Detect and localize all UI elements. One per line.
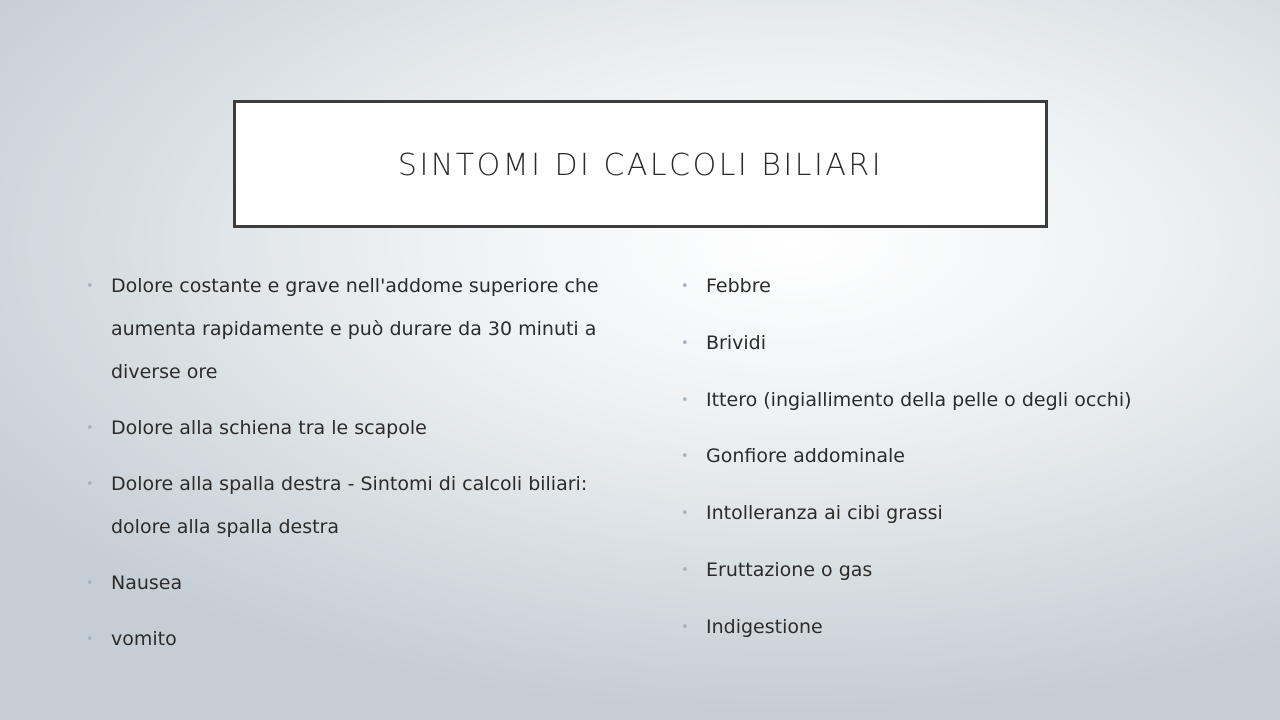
bullet-item [86, 562, 626, 605]
bullet-item [681, 379, 1241, 422]
slide-title: SINTOMI DI CALCOLI BILIARI [397, 147, 884, 183]
bullet-item [86, 463, 626, 549]
bullet-dot-icon: • [681, 279, 689, 294]
bullet-dot-icon: • [86, 421, 94, 436]
bullet-item [681, 265, 1241, 308]
bullet-list-right [681, 265, 1241, 663]
bullet-dot-icon: • [86, 576, 94, 591]
bullet-dot-icon: • [86, 279, 94, 294]
bullet-item [681, 606, 1241, 649]
bullet-item [86, 618, 626, 661]
bullet-dot-icon: • [681, 562, 689, 578]
title-box [233, 100, 1048, 228]
bullet-text: Dolore costante e grave nell'addome superiore che aumenta rapidamente e può durare da 30 minuti a diverse ore [111, 275, 599, 383]
bullet-dot-icon: • [681, 449, 689, 465]
bullet-item [86, 265, 626, 394]
bullet-list-left [86, 265, 626, 674]
bullet-dot-icon: • [681, 619, 689, 635]
bullet-text: Dolore alla schiena tra le scapole [111, 417, 427, 439]
bullet-text: Ittero (ingiallimento della pelle o degli occhi) [706, 388, 1132, 411]
bullet-text: Nausea [111, 572, 183, 594]
bullet-dot-icon: • [681, 392, 689, 408]
bullet-text: Dolore alla spalla destra - Sintomi di calcoli biliari: dolore alla spalla destra [111, 473, 588, 538]
bullet-dot-icon: • [681, 506, 689, 522]
bullet-item [681, 322, 1241, 365]
bullet-text: Brividi [706, 331, 766, 354]
bullet-item [681, 435, 1241, 478]
bullet-item [86, 407, 626, 450]
bullet-text: Gonfiore addominale [706, 445, 905, 468]
bullet-text: Eruttazione o gas [706, 558, 873, 581]
bullet-dot-icon: • [86, 632, 94, 647]
bullet-item [681, 492, 1241, 535]
bullet-dot-icon: • [86, 477, 94, 492]
bullet-dot-icon: • [681, 335, 689, 351]
bullet-item [681, 549, 1241, 592]
bullet-text: Febbre [706, 275, 771, 297]
bullet-text: Indigestione [706, 615, 823, 638]
bullet-text: Intolleranza ai cibi grassi [706, 502, 943, 525]
bullet-text: vomito [111, 628, 177, 650]
